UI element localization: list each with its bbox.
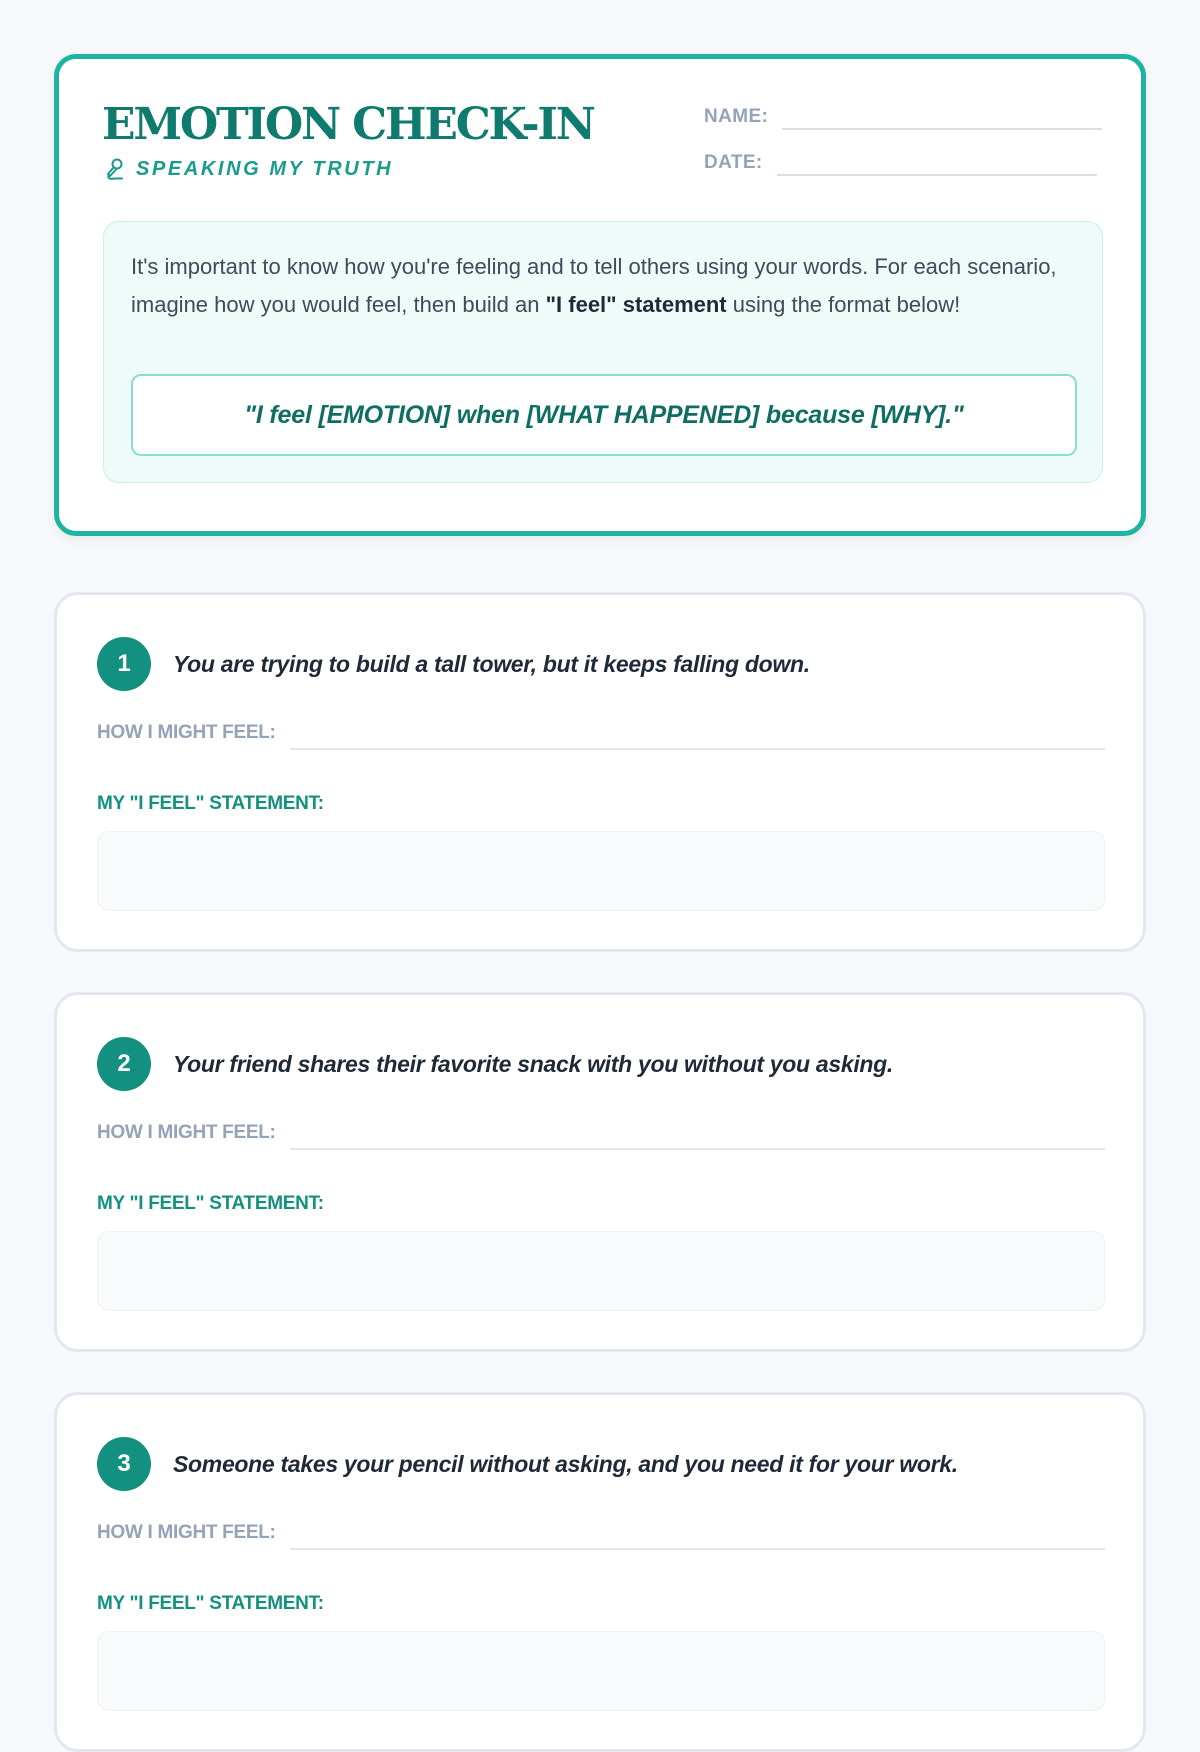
scenario-card bbox=[54, 992, 1146, 1352]
scenario-text: You are trying to build a tall tower, but it keeps falling down. bbox=[173, 651, 810, 677]
statement-box[interactable] bbox=[97, 1231, 1105, 1311]
formula-box: "I feel [EMOTION] when [WHAT HAPPENED] because [WHY]." bbox=[131, 374, 1077, 456]
header-card bbox=[54, 54, 1146, 536]
date-label: DATE: bbox=[704, 152, 763, 173]
statement-label: MY "I FEEL" STATEMENT: bbox=[97, 1593, 324, 1614]
feel-field[interactable] bbox=[97, 1523, 1105, 1542]
scenario-card bbox=[54, 592, 1146, 952]
feel-label: HOW I MIGHT FEEL: bbox=[97, 1122, 276, 1143]
instructions-panel bbox=[103, 221, 1103, 483]
instructions-text-part1: It's important to know how you're feeling and to tell others using your words. For each scenario, imagine how you would feel, then build an bbox=[131, 254, 1057, 317]
name-line[interactable] bbox=[782, 128, 1102, 130]
scenario-card bbox=[54, 1392, 1146, 1752]
instructions-text-bold: "I feel" statement bbox=[545, 292, 727, 317]
name-field[interactable] bbox=[704, 107, 1102, 126]
scenario-number-badge: 1 bbox=[97, 637, 151, 691]
scenario-text: Your friend shares their favorite snack with you without you asking. bbox=[173, 1051, 894, 1077]
page-title: EMOTION CHECK-IN bbox=[102, 99, 594, 150]
instructions-text bbox=[131, 248, 1061, 324]
scenario-number-badge: 2 bbox=[97, 1037, 151, 1091]
statement-label: MY "I FEEL" STATEMENT: bbox=[97, 793, 324, 814]
feel-field[interactable] bbox=[97, 1123, 1105, 1142]
feel-label: HOW I MIGHT FEEL: bbox=[97, 1522, 276, 1543]
date-line[interactable] bbox=[777, 174, 1097, 176]
statement-label: MY "I FEEL" STATEMENT: bbox=[97, 1193, 324, 1214]
feel-line[interactable] bbox=[290, 1148, 1105, 1150]
subtitle-text: SPEAKING MY TRUTH bbox=[136, 157, 394, 180]
scenario-number-badge: 3 bbox=[97, 1437, 151, 1491]
feel-line[interactable] bbox=[290, 748, 1105, 750]
statement-box[interactable] bbox=[97, 1631, 1105, 1711]
date-field[interactable] bbox=[704, 153, 1097, 172]
feel-field[interactable] bbox=[97, 723, 1105, 742]
statement-box[interactable] bbox=[97, 831, 1105, 911]
instructions-text-part2: using the format below! bbox=[726, 292, 961, 317]
microphone-icon bbox=[104, 157, 126, 181]
scenario-text: Someone takes your pencil without asking, and you need it for your work. bbox=[173, 1451, 958, 1477]
name-label: NAME: bbox=[704, 106, 769, 127]
feel-label: HOW I MIGHT FEEL: bbox=[97, 722, 276, 743]
feel-line[interactable] bbox=[290, 1548, 1105, 1550]
subtitle bbox=[104, 157, 393, 181]
